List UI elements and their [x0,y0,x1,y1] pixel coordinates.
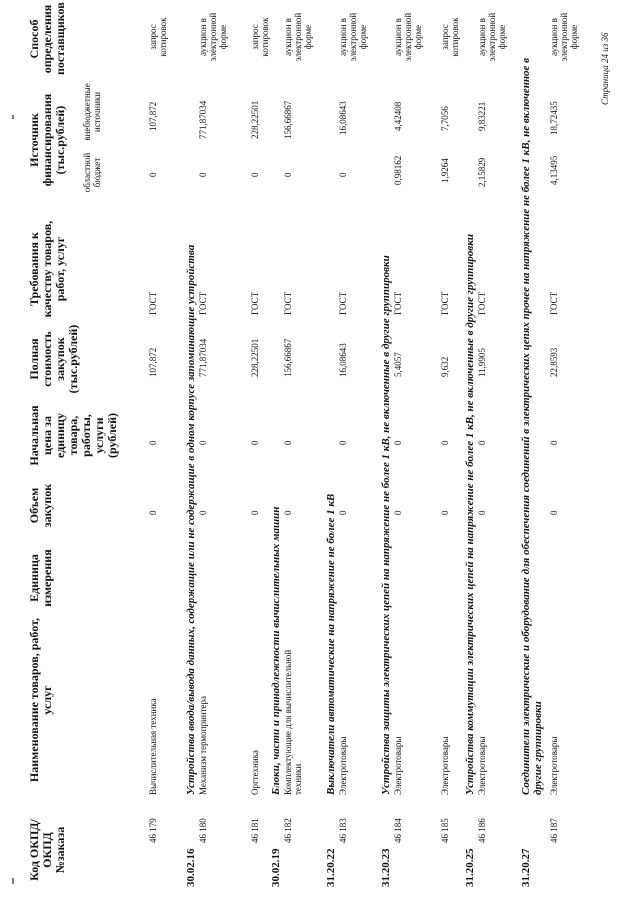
row-volume: 0 [338,510,348,515]
row-price: 0 [250,440,260,445]
row-requirements: ГОСТ [338,291,348,315]
row-total: 11,9905 [477,348,487,377]
row-volume: 0 [393,510,403,515]
row-price: 0 [283,440,293,445]
group-title: Выключатели автоматические на напряжение не более 1 кВ [325,493,337,795]
row-number: 46 183 [338,818,348,843]
group-code: 31.20.25 [464,848,476,887]
row-offbudget: 107,872 [148,101,158,131]
row-offbudget: 18,72435 [549,101,559,135]
row-volume: 0 [250,510,260,515]
row-method: аукцион в электронной форме [198,12,228,62]
row-volume: 0 [440,510,450,515]
header-requirements: Требования к качеству товаров, работ, услуг [27,220,67,318]
row-price: 0 [338,440,348,445]
row-total: 771,87034 [198,338,208,377]
header-volume: Объем закупок [27,483,54,528]
row-regional: 1,9264 [440,158,450,183]
row-price: 0 [440,440,450,445]
row-regional: 0 [148,172,158,177]
row-regional: 0 [283,172,293,177]
row-volume: 0 [198,510,208,515]
row-name: Электротовары [338,736,348,795]
row-requirements: ГОСТ [477,291,487,315]
group-code: 30.02.19 [270,848,282,887]
header-unit: Единица измерения [27,549,54,607]
row-total: 5,4057 [393,352,403,377]
scan-mark [12,115,14,119]
row-number: 46 185 [440,818,450,843]
header-source: Источник финансирования (тыс.рублей) [27,93,67,187]
row-name: Оргтехника [250,750,260,795]
group-code: 31.20.23 [380,848,392,887]
header-source-regional: областной бюджет [82,152,102,193]
row-regional: 0,98162 [393,155,403,185]
group-title: Устройства защиты электрических цепей на напряжение не более 1 кВ, не включенные в другие группировки [380,255,392,795]
row-name: Электротовары [440,736,450,795]
row-total: 9,632 [440,356,450,377]
group-code: 31.20.27 [520,848,532,887]
row-requirements: ГОСТ [198,291,208,315]
row-number: 46 181 [250,818,260,843]
row-offbudget: 771,87034 [198,100,208,139]
header-method: Способ определения поставщиков [27,2,67,75]
row-requirements: ГОСТ [283,291,293,315]
row-total: 107,872 [148,347,158,377]
row-method: аукцион в электронной форме [393,12,423,62]
row-volume: 0 [283,510,293,515]
header-code: Код ОКПД/ ОКПД №заказа [27,819,67,881]
row-offbudget: 9,83221 [477,101,487,131]
row-offbudget: 156,66867 [283,100,293,139]
group-title: Блоки, части и принадлежности вычислительных машин [270,506,282,795]
row-method: запрос котировок [250,17,270,57]
row-method: аукцион в электронной форме [283,12,313,62]
row-volume: 0 [549,510,559,515]
row-price: 0 [549,440,559,445]
header-source-offbudget: внебюджетные источники [82,83,102,141]
header-name: Наименование товаров, работ, услуг [27,617,54,783]
row-name: Электротовары [393,736,403,795]
row-total: 22,8593 [549,347,559,377]
row-requirements: ГОСТ [250,291,260,315]
row-name: Вычислительная техника [148,698,158,795]
header-total: Полная стоимость закупок (тыс.рублей) [27,324,80,394]
row-offbudget: 16,08643 [338,101,348,135]
row-method: аукцион в электронной форме [549,12,579,62]
row-number: 46 186 [477,818,487,843]
row-price: 0 [198,440,208,445]
row-method: запрос котировок [440,17,460,57]
group-title: Соединители электрические и оборудование для обеспечения соединений в электрических цепях прочее на напряжение не более 1 кВ, не включенное в другие группировки [520,58,544,795]
row-requirements: ГОСТ [148,291,158,315]
row-requirements: ГОСТ [549,291,559,315]
row-regional: 0 [198,172,208,177]
row-price: 0 [148,440,158,445]
group-code: 30.02.16 [185,848,197,887]
row-number: 46 182 [283,818,293,843]
row-offbudget: 7,7056 [440,106,450,131]
row-name: Электротовары [477,736,487,795]
row-name: Комплектующие для вычислительной техники [283,649,303,795]
row-regional: 0 [338,172,348,177]
row-total: 156,66867 [283,338,293,377]
row-regional: 4,13495 [549,155,559,185]
header-price: Начальная цена за единицу товара, работы, услуги (рублей) [27,405,119,466]
scan-mark [12,878,14,884]
row-offbudget: 4,42408 [393,101,403,131]
group-title: Устройства ввода/вывода данных, содержащие или не содержащие в одном корпусе запоминающие устройства [185,244,197,795]
row-regional: 0 [250,172,260,177]
row-number: 46 187 [549,818,559,843]
row-total: 228,22501 [250,338,260,377]
row-number: 46 179 [148,818,158,843]
row-total: 16,08643 [338,343,348,377]
row-regional: 2,15829 [477,157,487,187]
group-code: 31.20.22 [325,848,337,887]
group-title: Устройства коммутации электрических цепей на напряжение не более 1 кВ, не включенные в другие группировки [464,233,476,795]
page-footer: Страница 24 из 36 [600,32,610,105]
row-name: Электротовары [549,736,559,795]
row-requirements: ГОСТ [393,291,403,315]
row-method: запрос котировок [148,17,168,57]
row-price: 0 [477,440,487,445]
row-method: аукцион в электронной форме [477,12,507,62]
row-name: Механизм термопринтера [198,696,208,795]
row-volume: 0 [477,510,487,515]
row-volume: 0 [148,510,158,515]
row-method: аукцион в электронной форме [338,12,368,62]
row-price: 0 [393,440,403,445]
row-number: 46 180 [198,818,208,843]
row-number: 46 184 [393,818,403,843]
row-requirements: ГОСТ [440,291,450,315]
row-offbudget: 228,22501 [250,100,260,139]
